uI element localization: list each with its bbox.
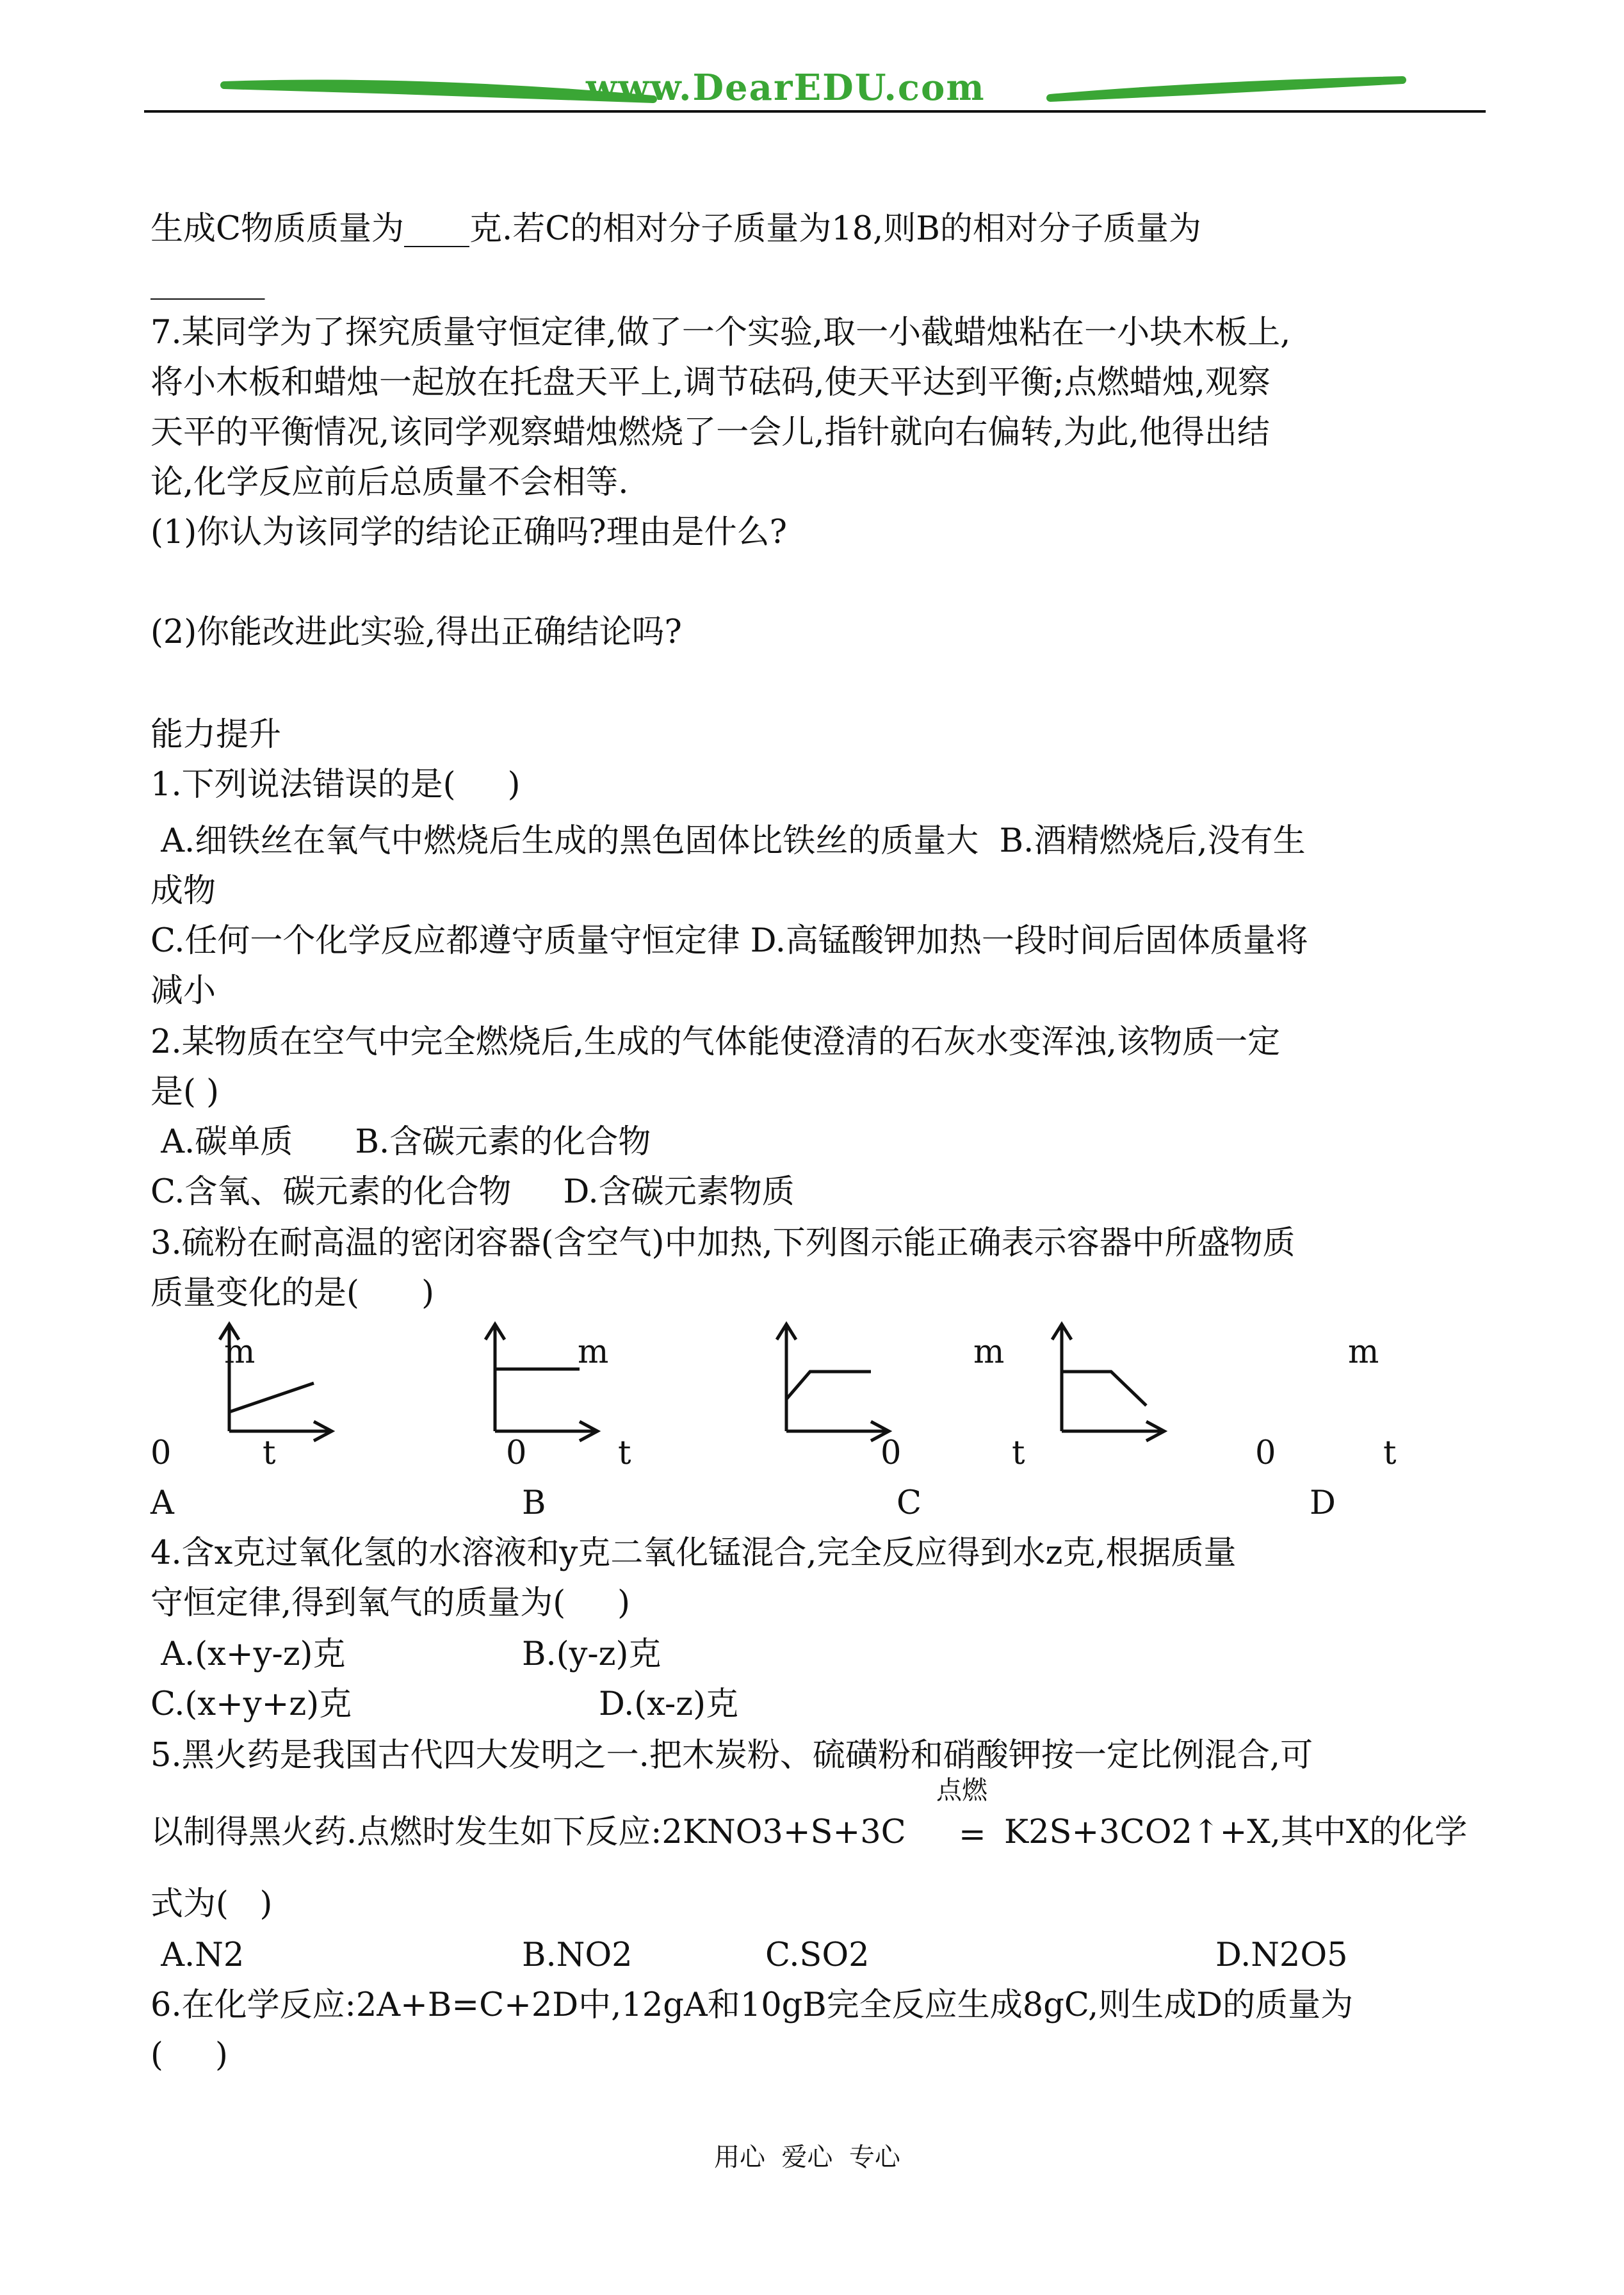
question-5-equation-left: 以制得黑火药.点燃时发生如下反应:2KNO3+S+3C <box>150 1813 906 1851</box>
question-7-line-2: 将小木板和蜡烛一起放在托盘天平上,调节砝码,使天平达到平衡;点燃蜡烛,观察 <box>150 364 1271 401</box>
graph-c-x-label: t <box>1012 1434 1025 1472</box>
question-1-option-cd-cont: 减小 <box>150 972 216 1010</box>
question-1: 1.下列说法错误的是( ) <box>150 766 521 804</box>
question-2-cont: 是( ) <box>150 1073 220 1111</box>
graph-a-origin: 0 <box>150 1434 172 1472</box>
graph-option-d: D <box>1310 1484 1336 1522</box>
graph-c <box>775 1319 903 1447</box>
question-1-option-cd: C.任何一个化学反应都遵守质量守恒定律 D.高锰酸钾加热一段时间后固体质量将 <box>150 922 1308 960</box>
question-1-option-ab: A.细铁丝在氧气中燃烧后生成的黑色固体比铁丝的质量大 B.酒精燃烧后,没有生 <box>150 822 1306 860</box>
question-7-line-4: 论,化学反应前后总质量不会相等. <box>150 464 629 501</box>
graph-option-c: C <box>897 1484 922 1522</box>
header-rule <box>144 110 1486 113</box>
question-5-equation-right: K2S+3CO2↑+X,其中X的化学 <box>1004 1813 1468 1851</box>
graph-d-x-label: t <box>1383 1434 1397 1472</box>
question-7-part-2: (2)你能改进此实验,得出正确结论吗? <box>150 613 682 651</box>
section-title: 能力提升 <box>150 716 282 754</box>
question-5-option-b: B.NO2 <box>522 1936 633 1974</box>
reaction-equals: = <box>959 1816 986 1854</box>
graph-option-a: A <box>150 1484 174 1522</box>
question-4-option-c: C.(x+y+z)克 <box>150 1685 352 1723</box>
question-7-line-1: 7.某同学为了探究质量守恒定律,做了一个实验,取一小截蜡烛粘在一小块木板上, <box>150 314 1291 352</box>
question-5-option-a: A.N2 <box>150 1936 245 1974</box>
graph-c-y-label: m <box>973 1333 1005 1371</box>
graph-d <box>1050 1319 1178 1447</box>
question-4-option-a: A.(x+y-z)克 <box>150 1635 346 1673</box>
text-line: 生成C物质质量为____克.若C的相对分子质量为18,则B的相对分子质量为 <box>150 210 1201 248</box>
question-3: 3.硫粉在耐高温的密闭容器(含空气)中加热,下列图示能正确表示容器中所盛物质 <box>150 1224 1295 1262</box>
footer-motto: 用心 爱心 专心 <box>714 2143 900 2172</box>
question-7-line-3: 天平的平衡情况,该同学观察蜡烛燃烧了一会儿,指针就向右偏转,为此,他得出结 <box>150 414 1270 451</box>
question-1-option-ab-cont: 成物 <box>150 872 216 910</box>
question-6: 6.在化学反应:2A+B=C+2D中,12gA和10gB完全反应生成8gC,则生成D的质量为 <box>150 1986 1354 2024</box>
question-5-cont: 式为( ) <box>150 1885 273 1923</box>
question-5: 5.黑火药是我国古代四大发明之一.把木炭粉、硫磺粉和硝酸钾按一定比例混合,可 <box>150 1737 1313 1774</box>
question-4-option-b: B.(y-z)克 <box>522 1635 662 1673</box>
reaction-condition: 点燃 <box>936 1776 987 1805</box>
graph-a-y-label: m <box>224 1333 256 1371</box>
graph-d-origin: 0 <box>1255 1434 1276 1472</box>
question-7-part-1: (1)你认为该同学的结论正确吗?理由是什么? <box>150 514 787 551</box>
question-5-option-d: D.N2O5 <box>1215 1936 1348 1974</box>
question-2-option-cd: C.含氧、碳元素的化合物 D.含碳元素物质 <box>150 1173 795 1211</box>
graph-b-origin: 0 <box>506 1434 527 1472</box>
question-6-cont: ( ) <box>150 2036 228 2074</box>
graph-c-origin: 0 <box>881 1434 902 1472</box>
graph-d-y-label: m <box>1348 1333 1379 1371</box>
question-4-cont: 守恒定律,得到氧气的质量为( ) <box>150 1584 631 1622</box>
graph-option-b: B <box>522 1484 546 1522</box>
answer-blank: _______ <box>150 263 265 300</box>
graph-b-x-label: t <box>618 1434 631 1472</box>
question-3-cont: 质量变化的是( ) <box>150 1274 435 1312</box>
header-logo-text: www.DearEDU.com <box>586 67 986 109</box>
question-5-option-c: C.SO2 <box>765 1936 870 1974</box>
question-2: 2.某物质在空气中完全燃烧后,生成的气体能使澄清的石灰水变浑浊,该物质一定 <box>150 1023 1281 1061</box>
question-4-option-d: D.(x-z)克 <box>599 1685 739 1723</box>
question-2-option-ab: A.碳单质 B.含碳元素的化合物 <box>150 1123 651 1161</box>
graph-b-y-label: m <box>578 1333 609 1371</box>
question-4: 4.含x克过氧化氢的水溶液和y克二氧化锰混合,完全反应得到水z克,根据质量 <box>150 1534 1237 1572</box>
graph-a-x-label: t <box>263 1434 276 1472</box>
